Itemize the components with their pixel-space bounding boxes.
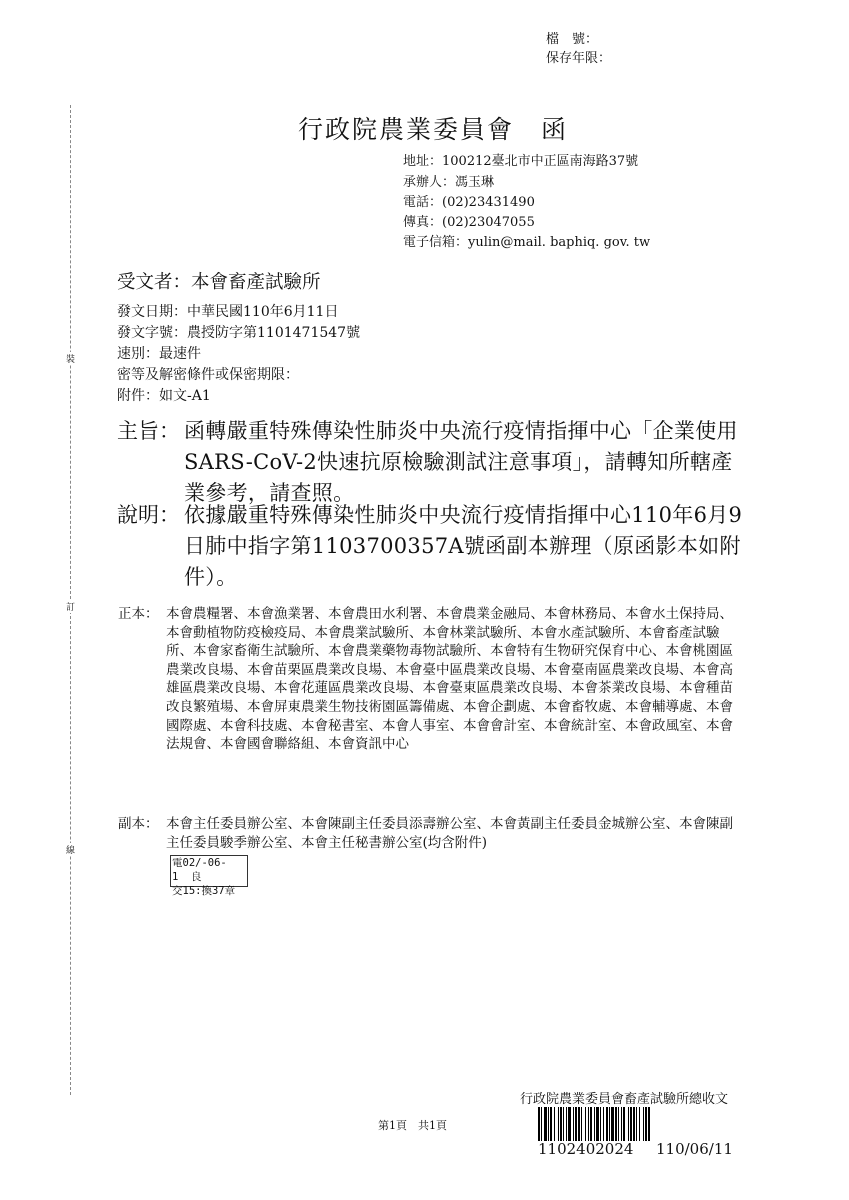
explanation-section bbox=[117, 500, 747, 593]
subject-section bbox=[117, 416, 747, 509]
copy-recipients-section bbox=[118, 815, 743, 852]
retention-label: 保存年限： bbox=[546, 51, 612, 66]
transmission-stamp bbox=[170, 855, 248, 897]
stamp-line-1: 電02/-06-1 良 bbox=[172, 857, 227, 883]
page-number: 第1頁 共1頁 bbox=[378, 1119, 447, 1132]
recipient: 受文者：本會畜產試驗所 bbox=[117, 272, 321, 293]
stamp-line-2: 交15:換37章 bbox=[172, 885, 236, 897]
contact-phone: 電話：(02)23431490 bbox=[403, 195, 535, 210]
receipt-number: 1102402024 bbox=[538, 1140, 634, 1158]
delivery-speed: 速別：最速件 bbox=[117, 346, 201, 362]
attachment: 附件：如文-A1 bbox=[117, 388, 211, 404]
issue-date: 發文日期：中華民國110年6月11日 bbox=[117, 304, 339, 320]
main-recipients-section bbox=[118, 605, 743, 754]
contact-address: 地址：100212臺北市中正區南海路37號 bbox=[403, 154, 639, 169]
binding-mark-bottom: 線 bbox=[66, 843, 75, 856]
copy-recipients-text: 本會主任委員辦公室、本會陳副主任委員添壽辦公室、本會黃副主任委員金城辦公室、本會陳副主任委員駿季辦公室、本會主任秘書辦公室(均含附件) bbox=[166, 816, 733, 851]
explanation-text: 依據嚴重特殊傳染性肺炎中央流行疫情指揮中心110年6月9日肺中指字第1103700357A號函副本辦理（原函影本如附件）。 bbox=[184, 503, 743, 589]
barcode-gap bbox=[650, 1107, 652, 1141]
binding-mark-middle: 訂 bbox=[66, 600, 75, 613]
contact-email: 電子信箱：yulin@mail. baphiq. gov. tw bbox=[403, 235, 651, 250]
receipt-date: 110/06/11 bbox=[656, 1140, 733, 1158]
explanation-label: 說明： bbox=[117, 503, 180, 527]
document-number: 發文字號：農授防字第1101471547號 bbox=[117, 325, 361, 341]
binding-mark-top: 裝 bbox=[66, 352, 75, 365]
subject-text: 函轉嚴重特殊傳染性肺炎中央流行疫情指揮中心「企業使用SARS-CoV-2快速抗原檢驗測試注意事項」，請轉知所轄產業參考，請查照。 bbox=[184, 419, 738, 505]
contact-fax: 傳真：(02)23047055 bbox=[403, 215, 535, 230]
contact-handler: 承辦人：馮玉琳 bbox=[403, 175, 495, 190]
document-title: 行政院農業委員會 函 bbox=[298, 115, 569, 144]
main-recipients-text: 本會農糧署、本會漁業署、本會農田水利署、本會農業金融局、本會林務局、本會水土保持局、本會動植物防疫檢疫局、本會農業試驗所、本會林業試驗所、本會水產試驗所、本會畜產試驗所、本會家畜衛生試驗所、本會農業藥物毒物試驗所、本會特有生物研究保育中心、本會桃園區農業改良場、本會苗栗區農業改良場、本會臺中區農業改良場、本會臺南區農業改良場、本會高雄區農業改良場、本會花蓮區農業改良場、本會臺東區農業改良場、本會茶業改良場、本會種苗改良繁殖場、本會屏東農業生物技術園區籌備處、本會企劃處、本會畜牧處、本會輔導處、本會國際處、本會科技處、本會秘書室、本會人事室、本會會計室、本會統計室、本會政風室、本會法規會、本會國會聯絡組、本會資訊中心 bbox=[166, 606, 733, 753]
copy-recipients-label: 副本： bbox=[118, 816, 159, 832]
main-recipients-label: 正本： bbox=[118, 606, 159, 622]
receipt-title: 行政院農業委員會畜產試驗所總收文 bbox=[520, 1092, 729, 1107]
security-level: 密等及解密條件或保密期限： bbox=[117, 367, 299, 383]
barcode bbox=[538, 1107, 744, 1141]
subject-label: 主旨： bbox=[117, 419, 180, 443]
file-no-label: 檔 號： bbox=[546, 32, 599, 47]
